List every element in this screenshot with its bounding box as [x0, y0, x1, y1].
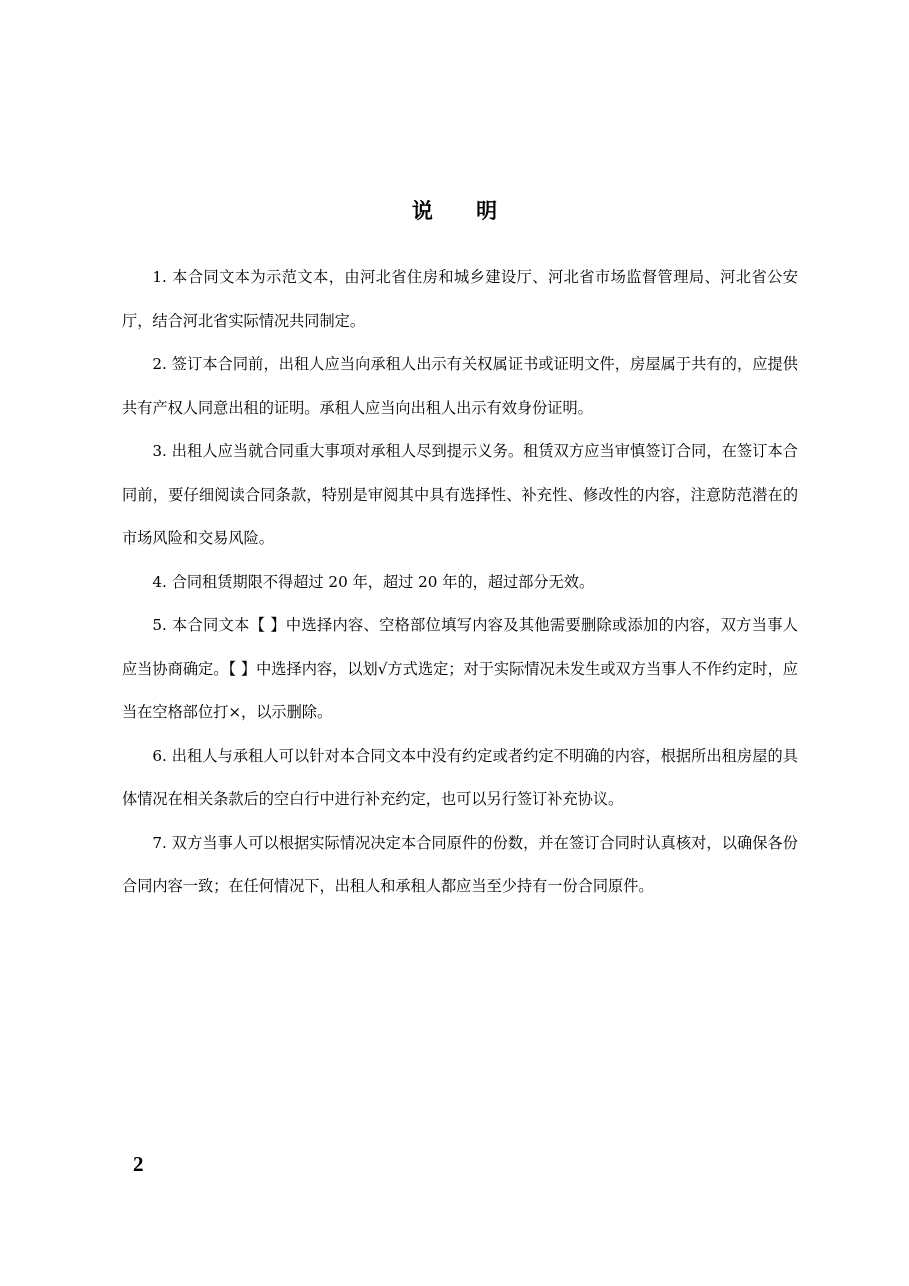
page-number: 2: [133, 1152, 144, 1176]
instruction-paragraph-2: 2. 签订本合同前，出租人应当向承租人出示有关权属证书或证明文件，房屋属于共有的，应提供共有产权人同意出租的证明。承租人应当向出租人出示有效身份证明。: [122, 355, 798, 417]
instruction-paragraph-6: 6. 出租人与承租人可以针对本合同文本中没有约定或者约定不明确的内容，根据所出租房屋的具体情况在相关条款后的空白行中进行补充约定，也可以另行签订补充协议。: [122, 746, 798, 808]
instruction-paragraph-3: 3. 出租人应当就合同重大事项对承租人尽到提示义务。租赁双方应当审慎签订合同，在签订本合同前，要仔细阅读合同条款，特别是审阅其中具有选择性、补充性、修改性的内容，注意防范潜在的市场风险和交易风险。: [122, 442, 798, 547]
instructions-body: [122, 256, 798, 909]
page-title: 说 明: [411, 198, 516, 223]
instruction-paragraph-7: 7. 双方当事人可以根据实际情况决定本合同原件的份数，并在签订合同时认真核对，以确保各份合同内容一致；在任何情况下，出租人和承租人都应当至少持有一份合同原件。: [122, 833, 798, 895]
instruction-paragraph-1: 1. 本合同文本为示范文本，由河北省住房和城乡建设厅、河北省市场监督管理局、河北省公安厅，结合河北省实际情况共同制定。: [122, 268, 798, 330]
instruction-paragraph-5: 5. 本合同文本【 】中选择内容、空格部位填写内容及其他需要删除或添加的内容，双方当事人应当协商确定。【 】中选择内容，以划√方式选定；对于实际情况未发生或双方当事人不作约定时，应当在空格部位打×，以示删除。: [122, 616, 798, 721]
instruction-paragraph-4: 4. 合同租赁期限不得超过 20 年，超过 20 年的，超过部分无效。: [152, 572, 595, 591]
